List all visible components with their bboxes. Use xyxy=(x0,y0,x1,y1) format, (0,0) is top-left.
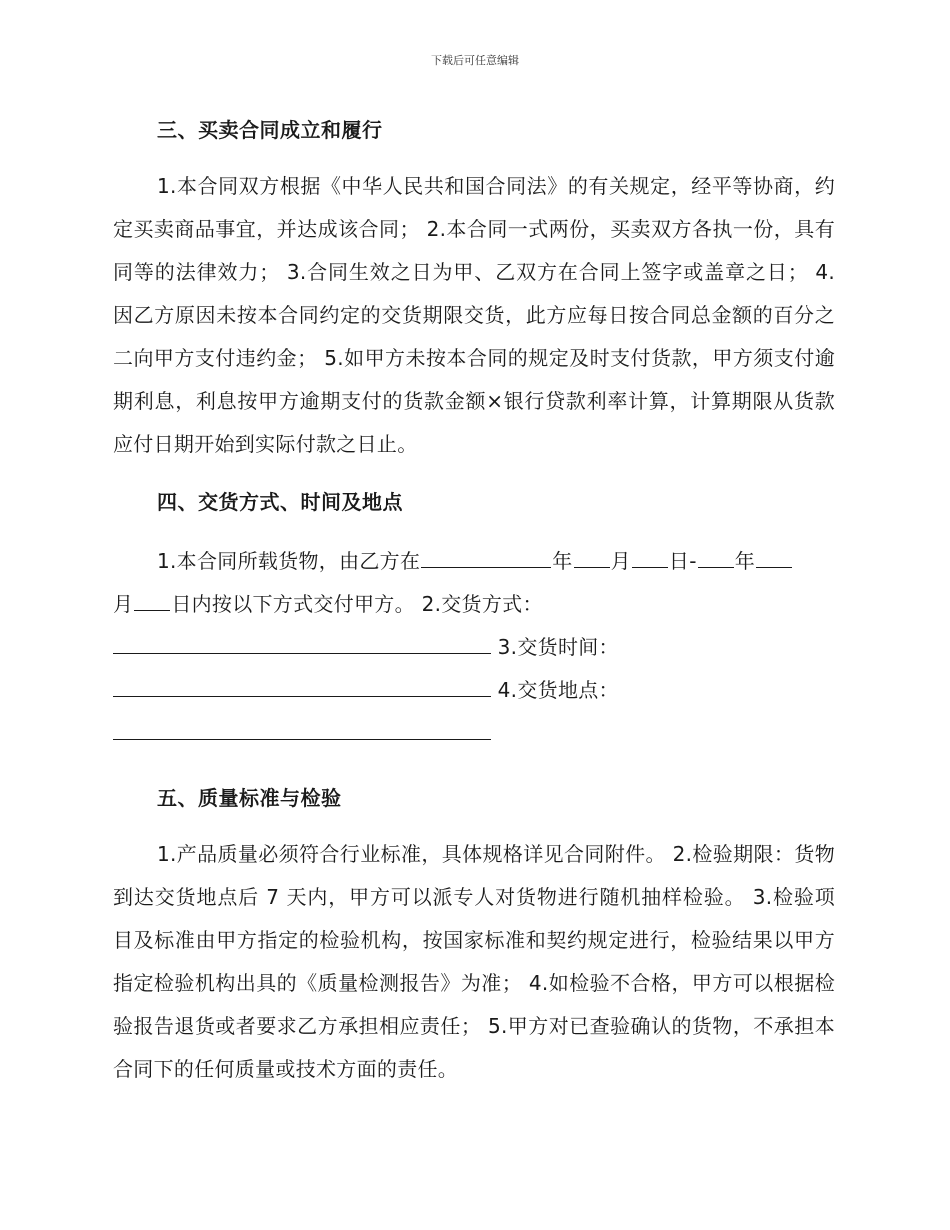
year-end-label: 年 xyxy=(734,549,756,573)
delivery-method-field-line xyxy=(113,626,835,669)
date-range-dash: - xyxy=(689,549,697,573)
month-end-blank[interactable] xyxy=(756,545,792,568)
delivery-date-line xyxy=(113,540,835,583)
section-5-text: 1.产品质量必须符合行业标准，具体规格详见合同附件。 2.检验期限：货物到达交货地点后 7 天内，甲方可以派专人对货物进行随机抽样检验。 3.检验项目及标准由甲方指定的检验机构，按国家标准和契约规定进行，检验结果以甲方指定检验机构出具的《质量检测报告》为准； 4.如检验不合格，甲方可以根据检验报告退货或者要求乙方承担相应责任； 5.甲方对已查验确认的货物，不承担本合同下的任何质量或技术方面的责任。 xyxy=(113,842,835,1081)
page-header-note: 下载后可任意编辑 xyxy=(431,54,519,67)
section-3-text: 1.本合同双方根据《中华人民共和国合同法》的有关规定，经平等协商，约定买卖商品事宜，并达成该合同； 2.本合同一式两份，买卖双方各执一份，具有同等的法律效力； 3.合同生效之日为甲、乙双方在合同上签字或盖章之日； 4.因乙方原因未按本合同约定的交货期限交货，此方应每日按合同总金额的百分之二向甲方支付违约金； 5.如甲方未按本合同的规定及时支付货款，甲方须支付逾期利息，利息按甲方逾期支付的货款金额×银行贷款利率计算，计算期限从货款应付日期开始到实际付款之日止。 xyxy=(113,174,835,456)
delivery-time-field-line xyxy=(113,669,835,712)
document-body xyxy=(113,112,835,1091)
year-start-blank[interactable] xyxy=(421,545,551,568)
section-4-body xyxy=(113,540,835,755)
section-3-title: 三、买卖合同成立和履行 xyxy=(157,118,383,142)
delivery-place-label: 4.交货地点： xyxy=(491,678,619,702)
section-4-title: 四、交货方式、时间及地点 xyxy=(157,490,403,514)
delivery-intro: 1.本合同所载货物，由乙方在 xyxy=(157,549,421,573)
delivery-method-blank[interactable] xyxy=(113,631,491,654)
delivery-time-blank[interactable] xyxy=(113,674,491,697)
month-end-label: 月 xyxy=(113,592,134,616)
day-label: 日 xyxy=(668,549,690,573)
month-label: 月 xyxy=(610,549,631,573)
day-end-blank[interactable] xyxy=(134,588,170,611)
delivery-place-field-line xyxy=(113,712,835,755)
year-end-blank[interactable] xyxy=(698,545,734,568)
delivery-method-line xyxy=(113,583,835,626)
year-label: 年 xyxy=(552,549,573,573)
day-start-blank[interactable] xyxy=(632,545,668,568)
delivery-place-blank[interactable] xyxy=(113,717,491,740)
section-5-title: 五、质量标准与检验 xyxy=(157,786,342,810)
delivery-time-label: 3.交货时间： xyxy=(491,635,619,659)
month-start-blank[interactable] xyxy=(574,545,610,568)
delivery-suffix: 日内按以下方式交付甲方。 2.交货方式： xyxy=(171,592,543,616)
